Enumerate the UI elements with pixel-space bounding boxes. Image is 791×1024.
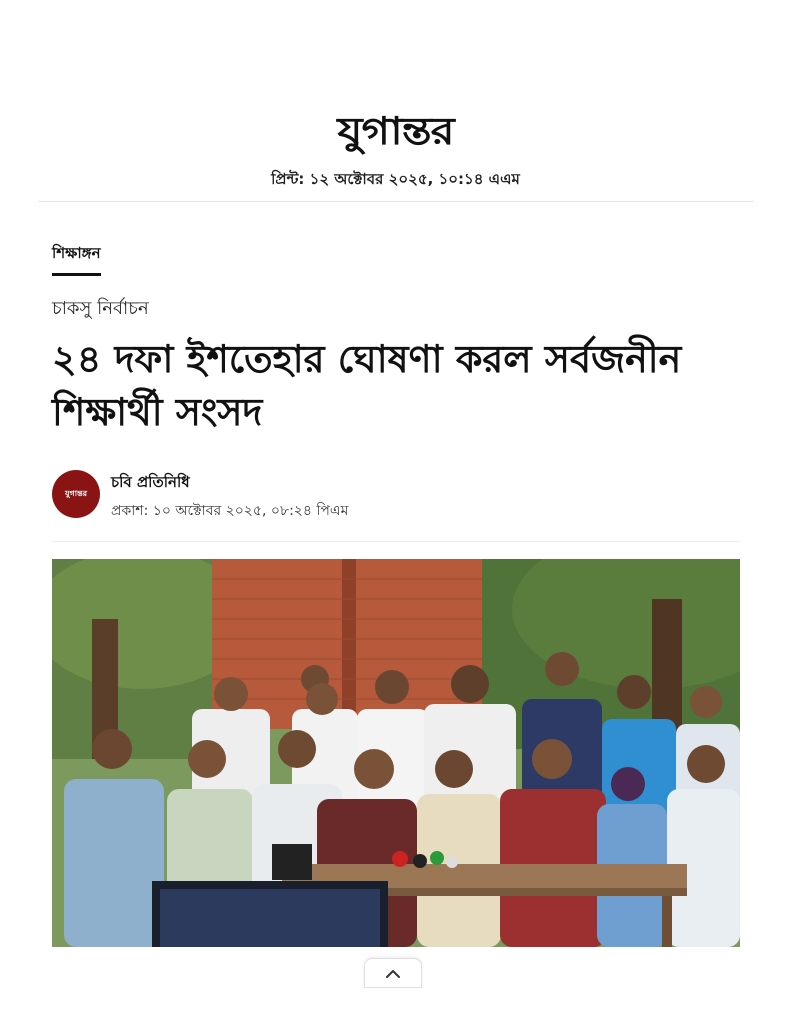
scroll-to-top-button[interactable]	[364, 958, 422, 988]
masthead	[0, 108, 791, 154]
lead-photo	[52, 559, 740, 947]
chevron-up-icon	[385, 964, 401, 983]
author-avatar	[52, 470, 100, 518]
site-logo[interactable]: যুগান্তর	[337, 108, 454, 153]
print-date: প্রিন্ট: ১২ অক্টোবর ২০২৫, ১০:১৪ এএম	[271, 170, 520, 188]
category-link[interactable]: শিক্ষাঙ্গন	[52, 242, 101, 276]
publish-date: প্রকাশ: ১০ অক্টোবর ২০২৫, ০৮:২৪ পিএম	[111, 503, 349, 519]
header-divider	[38, 201, 754, 202]
article-headline: ২৪ দফা ইশতেহার ঘোষণা করল সর্বজনীন শিক্ষার্থী সংসদ	[52, 337, 682, 434]
author-avatar-logo: যুগান্তর	[64, 487, 88, 498]
article-kicker: চাকসু নির্বাচন	[52, 298, 149, 319]
author-name[interactable]: চবি প্রতিনিধি	[111, 473, 190, 491]
article-divider	[52, 541, 740, 542]
